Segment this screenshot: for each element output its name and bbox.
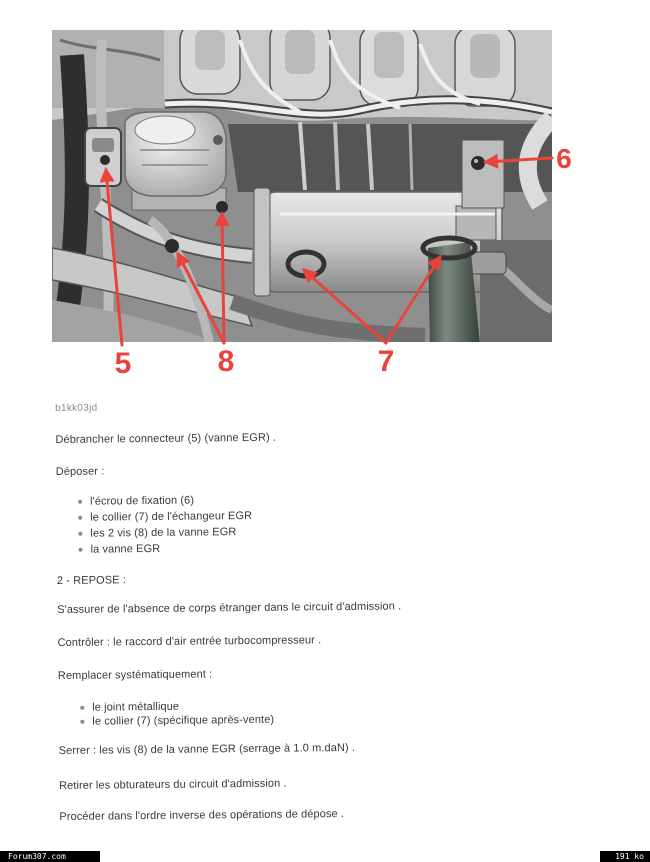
figure-code: b1kk03jd (55, 402, 98, 414)
refit-heading: 2 - REPOSE : (56, 574, 127, 587)
list-item: le collier (7) de l'échangeur EGR (90, 509, 253, 524)
callout-8-label: 8 (217, 345, 235, 378)
callout-8-line-b (222, 214, 224, 343)
nut-6 (471, 156, 485, 170)
procedure-text (55, 396, 479, 830)
replace-heading: Remplacer systématiquement : (57, 668, 213, 682)
list-item: l'écrou de fixation (6) (90, 494, 195, 508)
footer-site: Forum307.com (0, 851, 100, 862)
list-item: les 2 vis (8) de la vanne EGR (90, 526, 237, 540)
step-disconnect: Débrancher le connecteur (5) (vanne EGR) . (55, 431, 277, 446)
egr-valve (125, 112, 226, 210)
egr-connector (85, 128, 121, 186)
bullet (78, 500, 82, 504)
list-item: le joint métallique (92, 700, 180, 714)
list-item: la vanne EGR (90, 542, 161, 556)
bullet (78, 532, 82, 536)
footer-file-size: 191 ko (600, 851, 650, 862)
bullet (78, 516, 82, 520)
step-remove-plugs: Retirer les obturateurs du circuit d'admission . (58, 777, 287, 792)
step-reverse: Procéder dans l'ordre inverse des opérations de dépose . (59, 807, 345, 823)
callout-5-label: 5 (114, 347, 132, 380)
list-item: le collier (7) (spécifique après-vente) (92, 713, 275, 728)
engine-figure (0, 0, 650, 400)
bullet (80, 706, 84, 710)
step-check-connection: Contrôler : le raccord d'air entrée turbocompresseur . (57, 634, 322, 649)
screw-8-upper (216, 201, 228, 213)
step-check-foreign: S'assurer de l'absence de corps étranger dans le circuit d'admission . (57, 600, 402, 616)
step-tighten: Serrer : les vis (8) de la vanne EGR (serrage à 1.0 m.daN) . (58, 741, 356, 757)
screw-8-lower (165, 239, 179, 253)
bullet (79, 548, 83, 552)
callout-6-label: 6 (556, 143, 572, 174)
engine-photo (52, 20, 552, 345)
bullet (80, 720, 84, 724)
callout-7-label: 7 (377, 345, 395, 378)
removal-heading: Déposer : (55, 465, 105, 478)
